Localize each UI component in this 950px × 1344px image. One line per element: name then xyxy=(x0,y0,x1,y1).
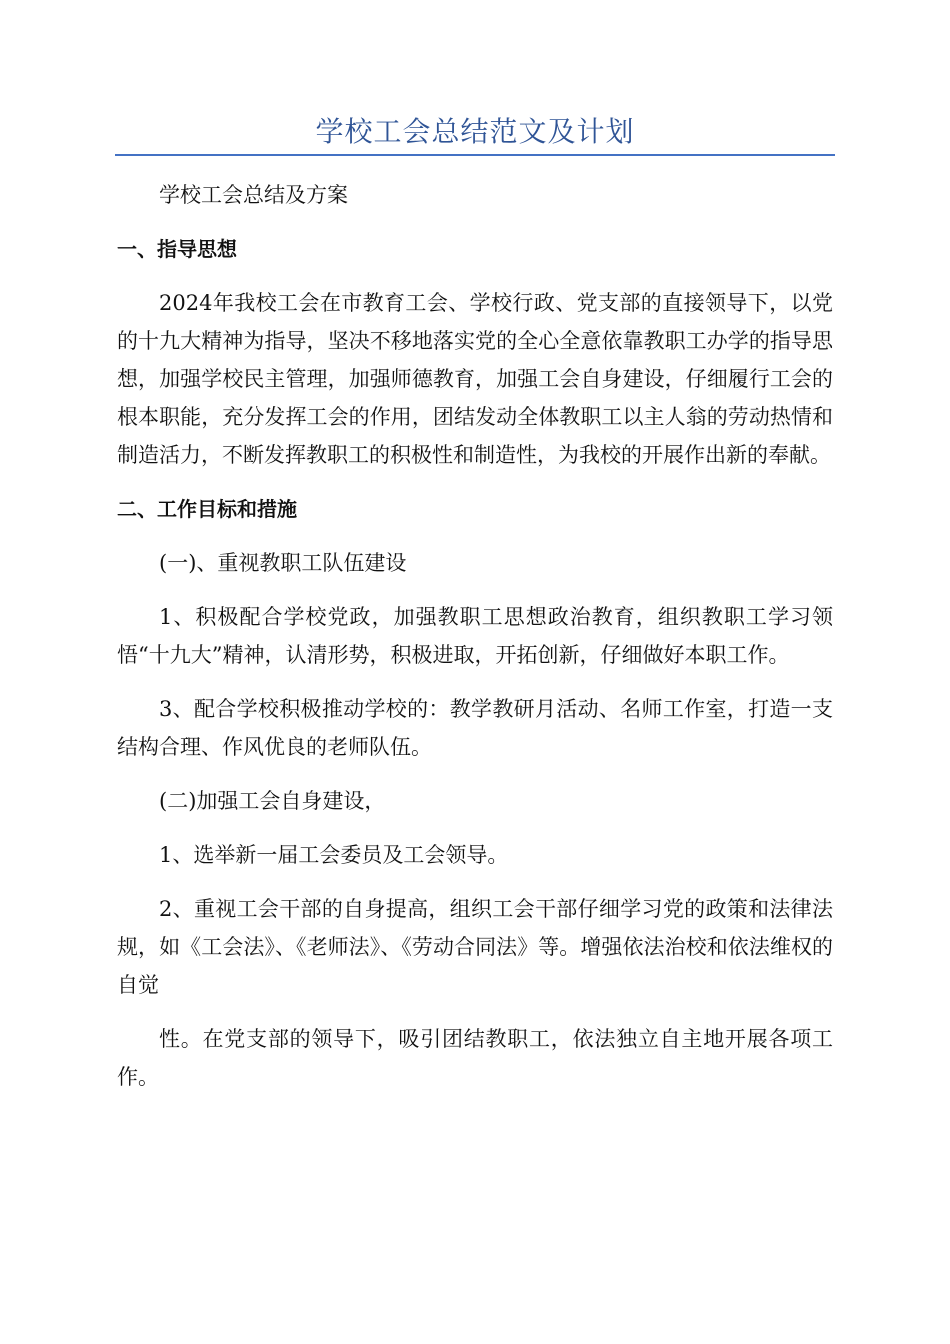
paragraph-guiding-ideology: 2024年我校工会在市教育工会、学校行政、党支部的直接领导下，以党的十九大精神为指导，坚决不移地落实党的全心全意依靠教职工办学的指导思想，加强学校民主管理，加强师德教育，加强工会自身建设，仔细履行工会的根本职能，充分发挥工会的作用，团结发动全体教职工以主人翁的劳动热情和制造活力，不断发挥教职工的积极性和制造性，为我校的开展作出新的奉献。 xyxy=(117,291,833,467)
subsection-heading-staff-building: (一)、重视教职工队伍建设 xyxy=(159,551,407,575)
title-underline xyxy=(115,154,835,156)
subtitle: 学校工会总结及方案 xyxy=(159,183,348,207)
subsection-heading-union-building: (二)加强工会自身建设， xyxy=(159,789,386,813)
list-item-1: 1、积极配合学校党政，加强教职工思想政治教育，组织教职工学习领悟“十九大”精神，认清形势，积极进取，开拓创新，仔细做好本职工作。 xyxy=(117,605,833,667)
list-item-3: 3、配合学校积极推动学校的：教学教研月活动、名师工作室，打造一支结构合理、作风优良的老师队伍。 xyxy=(117,697,833,759)
list-item-union-2-continued: 性。在党支部的领导下，吸引团结教职工，依法独立自主地开展各项工作。 xyxy=(117,1027,833,1089)
section-heading-guiding-ideology: 一、指导思想 xyxy=(117,237,237,261)
list-item-union-1: 1、选举新一届工会委员及工会领导。 xyxy=(159,843,509,867)
document-body xyxy=(117,176,833,1112)
list-item-union-2: 2、重视工会干部的自身提高，组织工会干部仔细学习党的政策和法律法规，如《工会法》、《老师法》、《劳动合同法》等。增强依法治校和依法维权的自觉 xyxy=(117,897,833,997)
section-heading-goals-measures: 二、工作目标和措施 xyxy=(117,497,297,521)
document-title: 学校工会总结范文及计划 xyxy=(315,115,635,148)
